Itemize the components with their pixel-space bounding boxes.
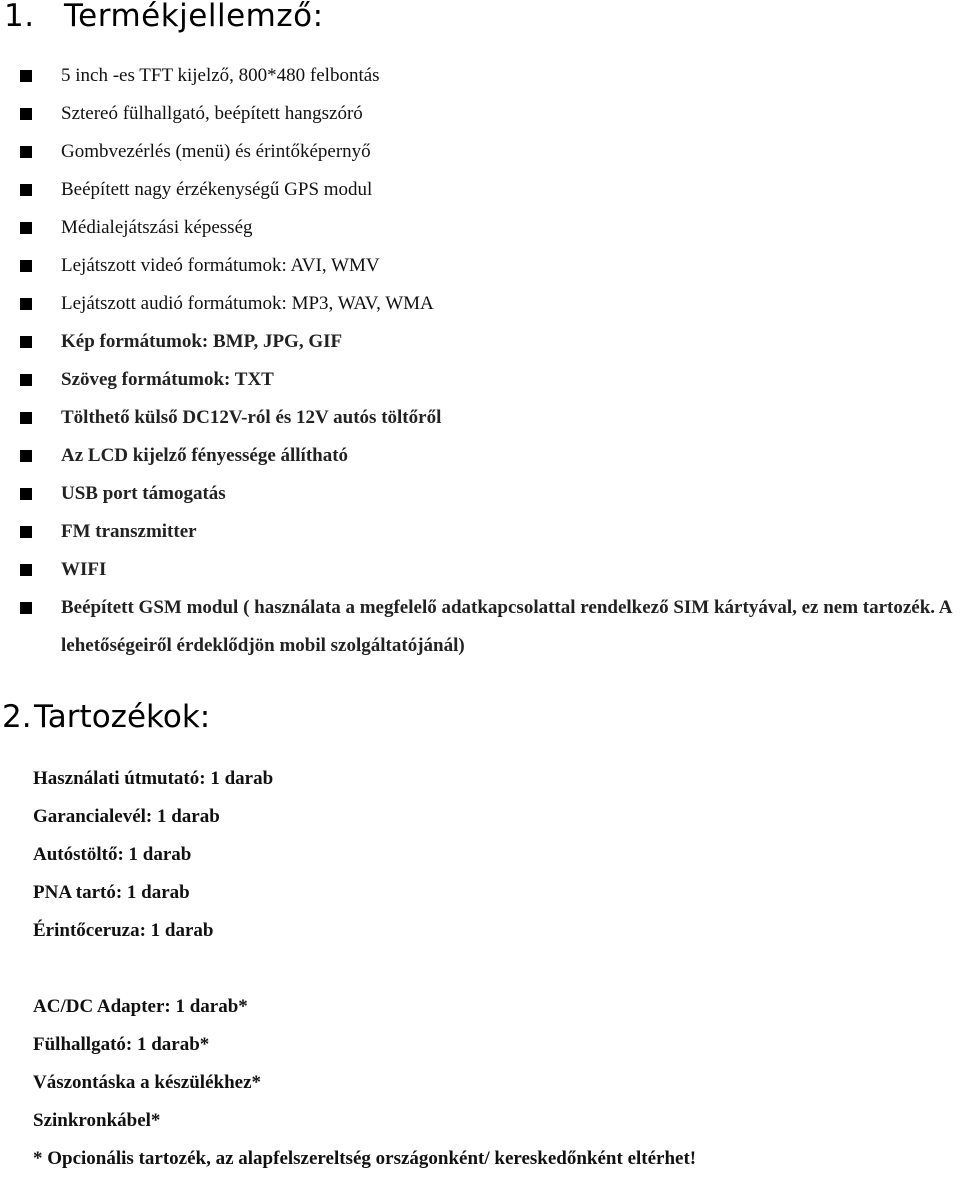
square-bullet-icon xyxy=(20,336,32,348)
list-item-text: Beépített nagy érzékenységű GPS modul xyxy=(61,179,373,200)
list-item-text: 5 inch -es TFT kijelző, 800*480 felbontás xyxy=(61,65,380,86)
list-item: Garancialevél: 1 darab xyxy=(33,806,220,827)
list-item-text: WIFI xyxy=(61,559,107,580)
list-item xyxy=(0,247,960,285)
list-item-text: Az LCD kijelző fényessége állítható xyxy=(61,445,349,466)
standard-accessories-list xyxy=(33,760,273,950)
square-bullet-icon xyxy=(20,146,32,158)
list-item xyxy=(0,475,960,513)
list-item-text: Szöveg formátumok: TXT xyxy=(61,369,274,390)
list-item: AC/DC Adapter: 1 darab* xyxy=(33,996,248,1017)
square-bullet-icon xyxy=(20,222,32,234)
square-bullet-icon xyxy=(20,108,32,120)
list-item xyxy=(0,513,960,551)
section-number: 2. xyxy=(2,699,32,735)
list-item xyxy=(0,285,960,323)
list-item-text: Beépített GSM modul ( használata a megfelelő adatkapcsolattal rendelkező SIM kártyával, ez nem tartozék. A lehetőségeiről érdeklődjön mobil szolgáltatójánál) xyxy=(61,597,952,656)
list-item: Vászontáska a készülékhez* xyxy=(33,1072,262,1093)
list-item: Érintőceruza: 1 darab xyxy=(33,920,214,941)
list-item: Autóstöltő: 1 darab xyxy=(33,844,192,865)
square-bullet-icon xyxy=(20,412,32,424)
list-item xyxy=(0,209,960,247)
list-item-text: Médialejátszási képesség xyxy=(61,217,253,238)
list-item: Használati útmutató: 1 darab xyxy=(33,768,274,789)
list-item xyxy=(0,361,960,399)
list-item xyxy=(0,171,960,209)
square-bullet-icon xyxy=(20,602,32,614)
list-item: PNA tartó: 1 darab xyxy=(33,882,190,903)
list-item xyxy=(0,399,960,437)
square-bullet-icon xyxy=(20,488,32,500)
list-item-text: Lejátszott videó formátumok: AVI, WMV xyxy=(61,255,380,276)
section-heading-accessories xyxy=(2,697,210,737)
list-item xyxy=(0,95,960,133)
optional-accessories-list xyxy=(33,988,696,1178)
list-item-text: Gombvezérlés (menü) és érintőképernyő xyxy=(61,141,371,162)
square-bullet-icon xyxy=(20,70,32,82)
list-item xyxy=(0,437,960,475)
list-item xyxy=(0,57,960,95)
square-bullet-icon xyxy=(20,564,32,576)
list-item: Fülhallgató: 1 darab* xyxy=(33,1034,210,1055)
list-item xyxy=(0,323,960,361)
list-item-text: Kép formátumok: BMP, JPG, GIF xyxy=(61,331,343,352)
square-bullet-icon xyxy=(20,260,32,272)
list-item-text: Tölthető külső DC12V-ról és 12V autós töltőről xyxy=(61,407,442,428)
section-number: 1. xyxy=(4,0,35,34)
square-bullet-icon xyxy=(20,374,32,386)
list-item-text: USB port támogatás xyxy=(61,483,226,504)
list-item-text: FM transzmitter xyxy=(61,521,197,542)
square-bullet-icon xyxy=(20,450,32,462)
list-item xyxy=(0,551,960,589)
square-bullet-icon xyxy=(20,298,32,310)
section-title: Tartozékok: xyxy=(34,699,211,735)
section-title: Termékjellemző: xyxy=(64,0,324,34)
list-item-text: Sztereó fülhallgató, beépített hangszóró xyxy=(61,103,363,124)
list-item xyxy=(0,589,960,665)
section-heading-features xyxy=(4,0,324,36)
feature-list xyxy=(0,57,960,665)
list-item: Szinkronkábel* xyxy=(33,1110,161,1131)
footnote: * Opcionális tartozék, az alapfelszereltség országonként/ kereskedőnként eltérhet! xyxy=(33,1148,697,1169)
square-bullet-icon xyxy=(20,526,32,538)
square-bullet-icon xyxy=(20,184,32,196)
list-item-text: Lejátszott audió formátumok: MP3, WAV, WMA xyxy=(61,293,434,314)
list-item xyxy=(0,133,960,171)
